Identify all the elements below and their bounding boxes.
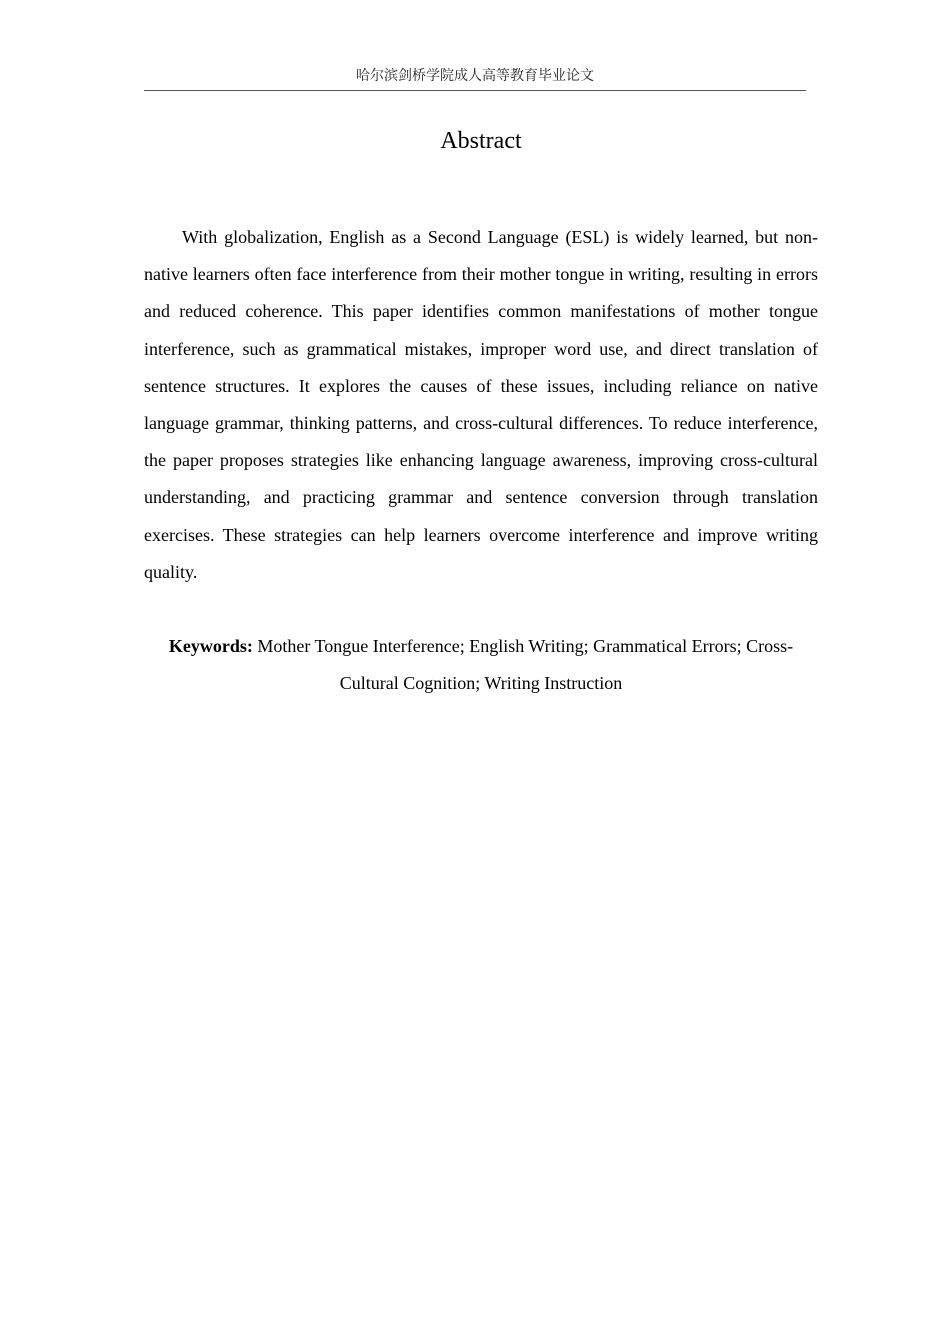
abstract-body: With globalization, English as a Second Language (ESL) is widely learned, but non-native learners often face interference from their mother tongue in writing, resulting in errors and reduced coherence. This paper identifies common manifestations of mother tongue interference, such as grammatical mistakes, improper word use, and direct translation of sentence structures. It explores the causes of these issues, including reliance on native language grammar, thinking patterns, and cross-cultural differences. To reduce interference, the paper proposes strategies like enhancing language awareness, improving cross-cultural understanding, and practicing grammar and sentence conversion through translation exercises. These strategies can help learners overcome interference and improve writing quality. <box>144 227 818 582</box>
running-header: 哈尔滨剑桥学院成人高等教育毕业论文 <box>144 66 806 91</box>
keywords-text: Mother Tongue Interference; English Writing; Grammatical Errors; Cross-Cultural Cognition; Writing Instruction <box>257 636 794 693</box>
keywords-label: Keywords: <box>168 636 253 656</box>
abstract-title: Abstract <box>440 128 522 154</box>
keywords-line <box>144 628 818 702</box>
